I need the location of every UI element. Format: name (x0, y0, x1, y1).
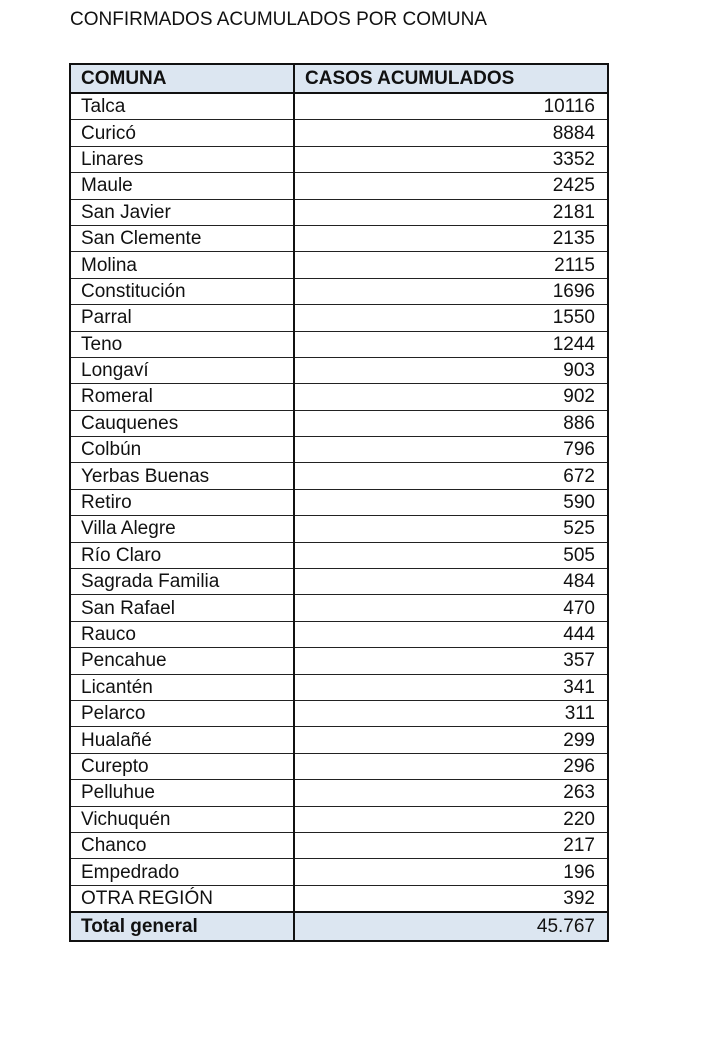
table-row (70, 542, 608, 568)
casos-cell: 886 (294, 410, 608, 436)
casos-cell: 444 (294, 621, 608, 647)
comuna-cell: Constitución (70, 278, 294, 304)
table-row (70, 595, 608, 621)
table-footer (70, 912, 608, 941)
total-label: Total general (70, 912, 294, 941)
casos-cell: 217 (294, 832, 608, 858)
table-row (70, 832, 608, 858)
table-row (70, 305, 608, 331)
total-value: 45.767 (294, 912, 608, 941)
comuna-cell: Licantén (70, 674, 294, 700)
table-header (70, 64, 608, 93)
table-row (70, 674, 608, 700)
column-header-comuna: COMUNA (70, 64, 294, 93)
table-row (70, 463, 608, 489)
casos-cell: 392 (294, 885, 608, 912)
page-title: CONFIRMADOS ACUMULADOS POR COMUNA (70, 9, 487, 30)
casos-cell: 484 (294, 569, 608, 595)
comuna-cell: Romeral (70, 384, 294, 410)
comuna-cell: Colbún (70, 437, 294, 463)
casos-cell: 2181 (294, 199, 608, 225)
comuna-cell: Parral (70, 305, 294, 331)
casos-cell: 1550 (294, 305, 608, 331)
table-row (70, 621, 608, 647)
table-row (70, 199, 608, 225)
table-row (70, 357, 608, 383)
casos-cell: 590 (294, 489, 608, 515)
comuna-cell: Longaví (70, 357, 294, 383)
casos-cell: 505 (294, 542, 608, 568)
casos-cell: 2425 (294, 173, 608, 199)
comuna-cell: Yerbas Buenas (70, 463, 294, 489)
comuna-cell: Curicó (70, 120, 294, 146)
casos-cell: 3352 (294, 146, 608, 172)
comuna-cell: Hualañé (70, 727, 294, 753)
casos-cell: 10116 (294, 93, 608, 120)
table-row (70, 569, 608, 595)
comuna-cell: Pencahue (70, 648, 294, 674)
casos-cell: 1244 (294, 331, 608, 357)
comuna-cell: Pelluhue (70, 780, 294, 806)
comuna-cell: Empedrado (70, 859, 294, 885)
table-row (70, 648, 608, 674)
table-row (70, 120, 608, 146)
column-header-casos: CASOS ACUMULADOS (294, 64, 608, 93)
table-row (70, 489, 608, 515)
casos-cell: 902 (294, 384, 608, 410)
table-row (70, 225, 608, 251)
casos-cell: 470 (294, 595, 608, 621)
casos-cell: 341 (294, 674, 608, 700)
header-row (70, 64, 608, 93)
table-row (70, 753, 608, 779)
table-row (70, 384, 608, 410)
total-row (70, 912, 608, 941)
casos-cell: 220 (294, 806, 608, 832)
comuna-cell: Sagrada Familia (70, 569, 294, 595)
casos-cell: 299 (294, 727, 608, 753)
casos-cell: 296 (294, 753, 608, 779)
comuna-cell: Chanco (70, 832, 294, 858)
comuna-cell: San Rafael (70, 595, 294, 621)
casos-cell: 311 (294, 700, 608, 726)
table-row (70, 410, 608, 436)
comuna-cell: Pelarco (70, 700, 294, 726)
casos-cell: 525 (294, 516, 608, 542)
table-row (70, 806, 608, 832)
comuna-cell: Talca (70, 93, 294, 120)
table-row (70, 278, 608, 304)
comuna-cell: Retiro (70, 489, 294, 515)
comuna-cell: Curepto (70, 753, 294, 779)
casos-cell: 1696 (294, 278, 608, 304)
comuna-cell: Rauco (70, 621, 294, 647)
casos-cell: 263 (294, 780, 608, 806)
comuna-cell: Teno (70, 331, 294, 357)
table-row (70, 859, 608, 885)
table-row (70, 885, 608, 912)
comuna-cell: Villa Alegre (70, 516, 294, 542)
casos-cell: 8884 (294, 120, 608, 146)
casos-cell: 796 (294, 437, 608, 463)
table-row (70, 331, 608, 357)
table-row (70, 93, 608, 120)
casos-cell: 672 (294, 463, 608, 489)
table-row (70, 252, 608, 278)
cases-table (69, 63, 609, 942)
comuna-cell: Linares (70, 146, 294, 172)
comuna-cell: Molina (70, 252, 294, 278)
comuna-cell: San Clemente (70, 225, 294, 251)
comuna-cell: Maule (70, 173, 294, 199)
casos-cell: 2135 (294, 225, 608, 251)
table-row (70, 173, 608, 199)
comuna-cell: San Javier (70, 199, 294, 225)
table-row (70, 780, 608, 806)
comuna-cell: Río Claro (70, 542, 294, 568)
table-row (70, 146, 608, 172)
table-row (70, 437, 608, 463)
casos-cell: 2115 (294, 252, 608, 278)
table-row (70, 700, 608, 726)
casos-cell: 903 (294, 357, 608, 383)
table-row (70, 516, 608, 542)
comuna-cell: Vichuquén (70, 806, 294, 832)
comuna-cell: OTRA REGIÓN (70, 885, 294, 912)
table-row (70, 727, 608, 753)
comuna-cell: Cauquenes (70, 410, 294, 436)
table-body (70, 93, 608, 912)
casos-cell: 196 (294, 859, 608, 885)
casos-cell: 357 (294, 648, 608, 674)
